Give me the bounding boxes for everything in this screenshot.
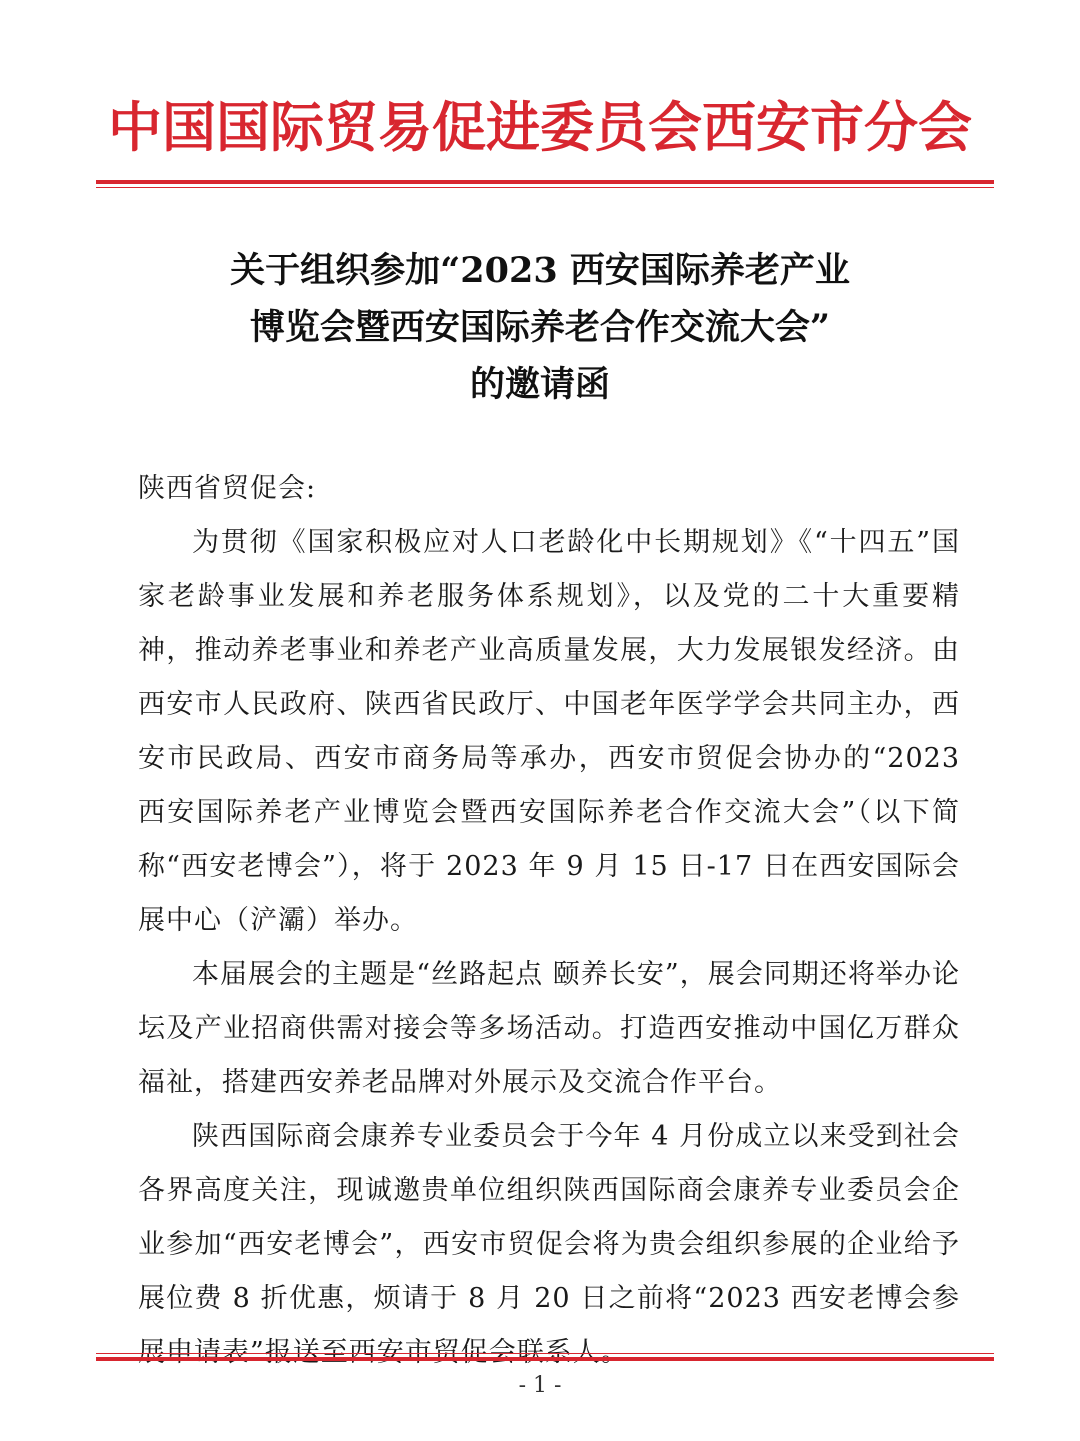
letterhead-divider xyxy=(96,180,994,188)
page-number: - 1 - xyxy=(518,1373,562,1398)
title-line-1: 关于组织参加“2023 西安国际养老产业 xyxy=(230,250,850,291)
paragraph-1: 为贯彻《国家积极应对人口老龄化中长期规划》《“十四五”国家老龄事业发展和养老服务体系规划》，以及党的二十大重要精神，推动养老事业和养老产业高质量发展，大力发展银发经济。由西安市人民政府、陕西省民政厅、中国老年医学学会共同主办，西安市民政局、西安市商务局等承办，西安市贸促会协办的“2023 西安国际养老产业博览会暨西安国际养老合作交流大会”（以下简称“西安老博会”），将于 2023 年 9 月 15 日-17 日在西安国际会展中心（浐灞）举办。 xyxy=(138,527,960,936)
salutation: 陕西省贸促会: xyxy=(138,473,317,504)
paragraph-3: 陕西国际商会康养专业委员会于今年 4 月份成立以来受到社会各界高度关注，现诚邀贵单位组织陕西国际商会康养专业委员会企业参加“西安老博会”，西安市贸促会将为贵会组织参展的企业给予展位费 8 折优惠，烦请于 8 月 20 日之前将“2023 西安老博会参 xyxy=(138,1121,960,1314)
paragraph-2: 本届展会的主题是“丝路起点 颐养长安”，展会同期还将举办论坛及产业招商供需对接会等多场活动。打造西安推动中国亿万群众福祉，搭建西安养老品牌对外展示及交流合作平台。 xyxy=(138,959,960,1098)
letter-body xyxy=(138,462,960,1380)
footer-divider xyxy=(96,1353,994,1361)
title-line-3: 的邀请函 xyxy=(469,364,610,405)
title-line-2: 博览会暨西安国际养老合作交流大会” xyxy=(249,307,831,348)
document-title xyxy=(0,242,1080,413)
letterhead-org-name: 中国国际贸易促进委员会西安市分会 xyxy=(108,96,972,159)
